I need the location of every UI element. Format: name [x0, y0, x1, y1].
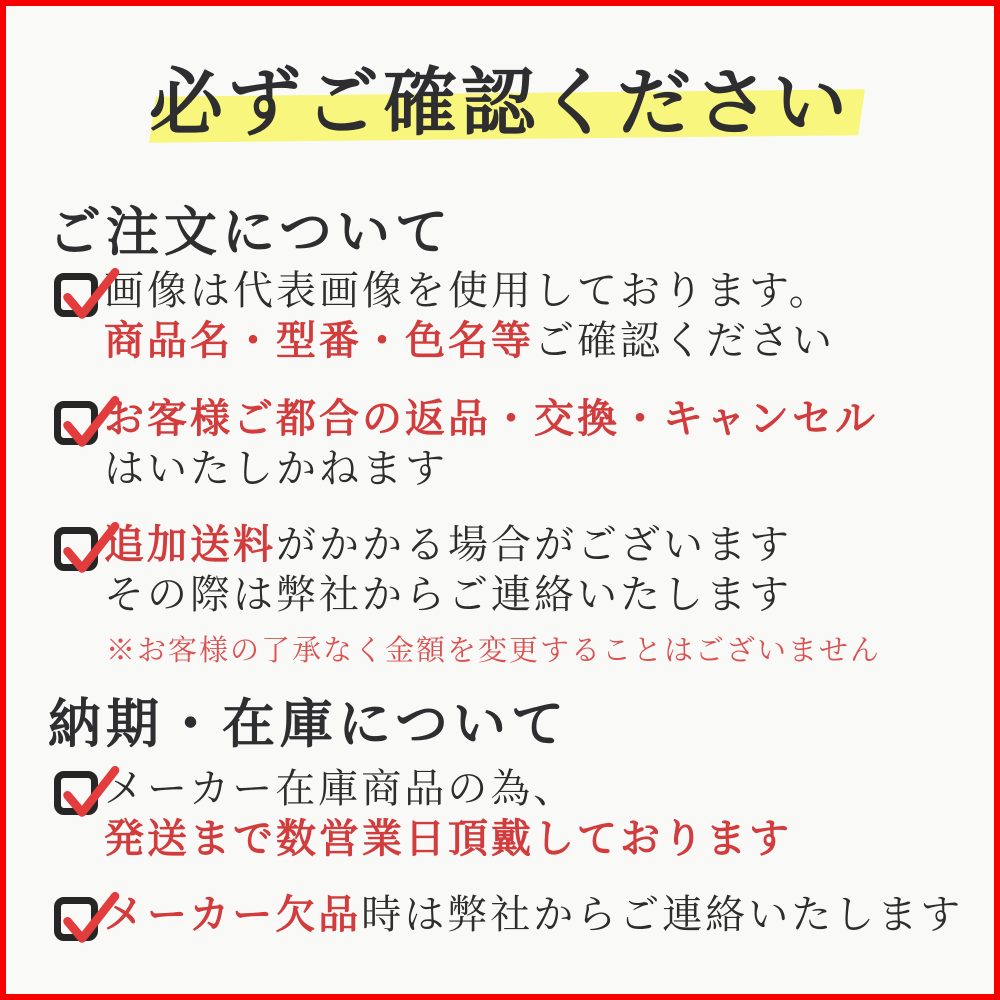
price-change-note: ※お客様の了承なく金額を変更することはございません	[106, 635, 882, 667]
item1-line1: 画像は代表画像を使用しております。	[104, 268, 832, 313]
item2-line1-red: お客様ご都合の返品・交換・キャンセル	[104, 396, 878, 441]
section-heading-stock: 納期・在庫について	[48, 696, 569, 754]
checkbox-icon	[54, 771, 98, 815]
item3-line1-red: 追加送料	[104, 522, 276, 567]
item3-line1-rest: がかかる場合がございます	[276, 522, 792, 567]
item-text	[104, 764, 974, 864]
item2-line2: はいたしかねます	[104, 446, 448, 491]
section-heading-order: ご注文について	[48, 204, 453, 262]
item-text	[104, 520, 974, 620]
red-checkmark-icon	[57, 392, 123, 452]
checkbox-icon	[54, 401, 98, 445]
item4-line1: メーカー在庫商品の為、	[104, 766, 577, 811]
list-item-maker-stock	[54, 764, 974, 864]
list-item-representative-image	[54, 266, 974, 366]
item3-line2: その際は弊社からご連絡いたします	[104, 572, 792, 617]
checkbox-icon	[54, 527, 98, 571]
list-item-maker-shortage	[54, 890, 974, 940]
list-item-returns-cancel	[54, 394, 974, 494]
checkbox-icon	[54, 897, 98, 941]
item5-line1-red: メーカー欠品	[104, 892, 362, 937]
item-text	[104, 394, 974, 494]
red-checkmark-icon	[57, 264, 123, 324]
item4-line2-red: 発送まで数営業日頂戴しております	[104, 816, 792, 861]
red-checkmark-icon	[57, 518, 123, 578]
item-text	[104, 890, 974, 940]
item1-line2-red: 商品名・型番・色名等	[104, 318, 534, 363]
page-title: 必ずご確認ください	[149, 63, 851, 145]
item1-line2-rest: ご確認ください	[534, 318, 835, 363]
red-checkmark-icon	[57, 888, 123, 948]
checkbox-icon	[54, 273, 98, 317]
title-banner	[6, 6, 994, 156]
item-text	[104, 266, 974, 366]
red-checkmark-icon	[57, 762, 123, 822]
list-item-extra-shipping	[54, 520, 974, 620]
item5-line1-rest: 時は弊社からご連絡いたします	[361, 892, 964, 937]
